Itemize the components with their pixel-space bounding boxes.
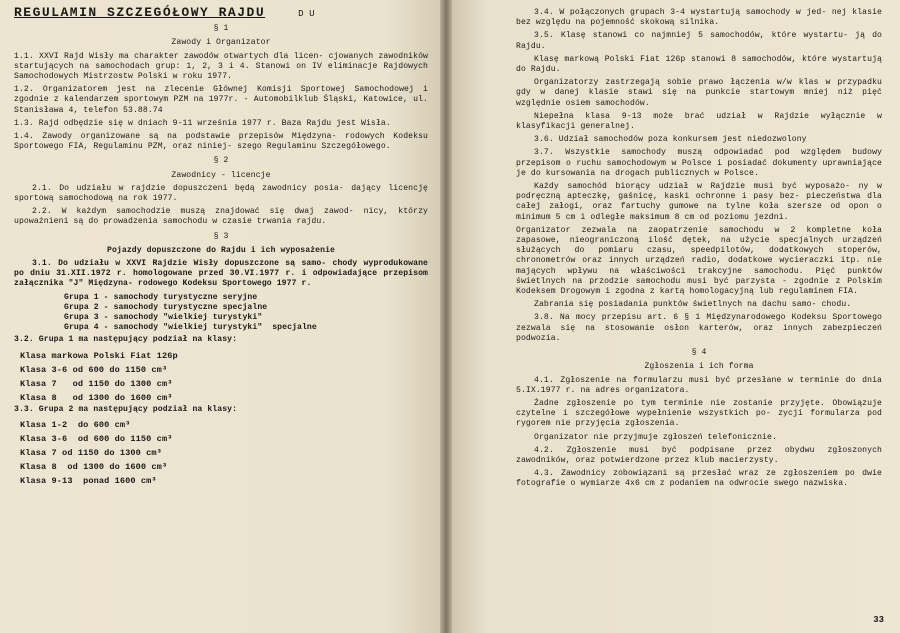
class-item: Klasa 3-6 od 600 do 1150 cm³ [20,364,168,375]
group-item: Grupa 3 - samochody "wielkiej turystyki" [64,313,263,323]
group-item: Grupa 1 - samochody turystyczne seryjne [64,292,258,302]
section-heading-4: Zgłoszenia i ich forma [644,362,754,372]
paragraph-3-6: 3.6. Udział samochodów poza konkursem jest niedozwolony [534,135,807,145]
group1-class-list [20,349,428,405]
document-title: REGULAMIN SZCZEGÓŁOWY RAJDU [14,5,266,20]
section-number-4: § 4 [691,348,707,358]
left-page [0,0,440,633]
paragraph-3-7: 3.7. Wszystkie samochody muszą odpowiadać pod względem budowy przepisom o ruchu samochodowym w Polsce i posiadać dokumenty uprawniające je do kursowania na drogach publicznych w Polsce. [516,148,887,178]
class-item: Klasa 8 od 1300 do 1600 cm³ [20,461,168,472]
paragraph-3-7d: Zabrania się posiadania punktów świetlnych na dachu samo- chodu. [534,300,852,310]
section-heading-1: Zawody i Organizator [171,38,271,48]
page-header [14,5,428,20]
class-item: Klasa 9-13 ponad 1600 cm³ [20,475,157,486]
paragraph-3-7c: Organizator zezwala na zaopatrzenie samochodu w 2 kompletne koła zapasowe, nieograniczoną ilość dętek, na użycie specjalnych urządzeń służących do pomiaru czasu, speedpilotów, dodatkowych stoperów, chronometrów oraz innych urządzeń radio, dodatkowe wycieraczki itp. nie mających wpływu na właściwości trakcyjne samochodu. Pięć punktów świetlnych na przodzie samochodu musi być parzysta - zgodnie z Polskim Kodeksem Drogowym i zgodna z kartą homologacyjną lub regulaminem FIA. [516,225,887,297]
section-number-2: § 2 [213,156,229,166]
class-item: Klasa markowa Polski Fiat 126p [20,350,178,361]
class-item: Klasa 3-6 od 600 do 1150 cm³ [20,433,173,444]
right-page [452,0,900,633]
paragraph-4-1b: Żadne zgłoszenie po tym terminie nie zostanie przyjęte. Obowiązuje czytelne i szczegółowe wypełnienie wszystkich po- zycji formularza pod rygorem nie przyjęcia zgłoszenia. [516,398,887,429]
class-item: Klasa 1-2 do 600 cm³ [20,419,131,430]
right-page-text [516,8,887,493]
group-item: Grupa 4 - samochody "wielkiej turystyki" specjalne [64,323,317,333]
left-page-text [14,5,433,488]
paragraph-3-4: 3.4. W połączonych grupach 3-4 wystartują samochody w jed- nej klasie bez względu na pojemność skokową silnika. [516,8,887,28]
group2-class-list [20,418,428,488]
paragraph-3-5d: Niepełna klasa 9-13 może brać udział w Rajdzie wyłącznie w klasyfikacji generalnej. [516,111,887,132]
paragraph-1-2: 1.2. Organizatorem jest na zlecenie Głównej Komisji Sportowej Samochodowej i zgodnie z kalendarzem sportowym PZM na 1977r. - Automobilklub Śląski, Katowice, ul. Stanisława 4, telefon 53.88.74 [14,85,433,115]
paragraph-4-1c: Organizator nie przyjmuje zgłoszeń telefonicznie. [534,432,777,442]
paragraph-1-4: 1.4. Zawody organizowane są na podstawie przepisów Międzyna- rodowych Kodeksu Sportowego FIA, Regulaminu PZM, oraz niniej- szego Regulaminu Szczegółowego. [14,132,433,152]
paragraph-1-1: 1.1. XXVI Rajd Wisły ma charakter zawodów otwartych dla licen- cjowanych zawodników startujących na samochodach grup: 1, 2, 3 i 4. Stanowi on IV eliminacje Rajdowych Samochodowych Mistrzostw Polski w roku 1977. [14,51,433,82]
paragraph-2-2: 2.2. W każdym samochodzie muszą znajdować się dwaj zawod- nicy, którzy upoważnieni są do prowadzenia samochodu w czasie trwania rajdu. [14,207,433,227]
paragraph-4-2: 4.2. Zgłoszenie musi być podpisane przez obydwu zgłoszonych zawodników, oraz potwierdzone przez klub macierzysty. [516,445,887,465]
paragraph-3-5b: Klasę markową Polski Fiat 126p stanowi 8 samochodów, które wystartują do Rajdu. [516,54,887,75]
book-gutter [440,0,452,633]
class-item: Klasa 7 od 1150 do 1300 cm³ [20,447,162,458]
page-number: 33 [873,615,884,625]
paragraph-3-5: 3.5. Klasę stanowi co najmniej 5 samochodów, które wystartu- ją do Rajdu. [516,31,887,51]
paragraph-3-8: 3.8. Na mocy przepisu art. 6 § 1 Międzynarodowego Kodeksu Sportowego zezwala się na stosowanie osłon karterów, oraz innych zabezpieczeń podwozia. [516,313,887,343]
class-item: Klasa 7 od 1150 do 1300 cm³ [20,378,173,389]
paragraph-4-1: 4.1. Zgłoszenie na formularzu musi być przesłane w terminie do dnia 5.IX.1977 r. na adres organizatora. [516,375,887,395]
paragraph-3-5c: Organizatorzy zastrzegają sobie prawo łączenia w/w klas w przypadku gdy w danej klasie stawi się na punkcie startowym mniej niż pięć względnie osiem samochodów. [516,78,887,108]
paragraph-3-2: 3.2. Grupa 1 ma następujący podział na klasy: [14,335,238,345]
section-heading-2: Zawodnicy - licencje [171,170,271,180]
class-item: Klasa 8 od 1300 do 1600 cm³ [20,392,173,403]
section-number-1: § 1 [213,24,229,34]
paragraph-3-1: 3.1. Do udziału w XXVI Rajdzie Wisły dopuszczone są samo- chody wyprodukowane po dniu 31.XII.1972 r. homologowane przed 30.VI.1977 r. i odpowiadające przepisom załącznika "J" Międzyna- rodowego Kodeksu Sportowego 1977 r. [14,259,433,289]
section-heading-3: Pojazdy dopuszczone do Rajdu i ich wyposażenie [106,245,336,255]
paragraph-3-3: 3.3. Grupa 2 ma następujący podział na klasy: [14,404,238,414]
group-list [64,293,428,334]
paragraph-4-3: 4.3. Zawodnicy zobowiązani są przesłać wraz ze zgłoszeniem po dwie fotografie o wymiarze 4x6 cm z podaniem na odwrocie swego nazwiska. [516,469,887,489]
section-number-3: § 3 [213,231,229,241]
paragraph-2-1: 2.1. Do udziału w rajdzie dopuszczeni będą zawodnicy posia- dający licencję sportową samochodową na rok 1977. [14,183,433,204]
header-marker: D U [298,9,315,19]
group-item: Grupa 2 - samochody turystyczne specjalne [64,302,268,312]
paragraph-1-3: 1.3. Rajd odbędzie się w dniach 9-11 września 1977 r. Baza Rajdu jest Wisła. [14,118,391,128]
paragraph-3-7b: Każdy samochód biorący udział w Rajdzie musi być wyposażo- ny w podręczną apteczkę, gaśnicę, kaski ochronne i pasy bez- pieczeństwa dla całej załogi, oraz fartuchy gumowe na tylne koła szersze od opon o minimum 5 cm i odległe maksimum 8 cm od poziomu jezdni. [516,182,887,222]
